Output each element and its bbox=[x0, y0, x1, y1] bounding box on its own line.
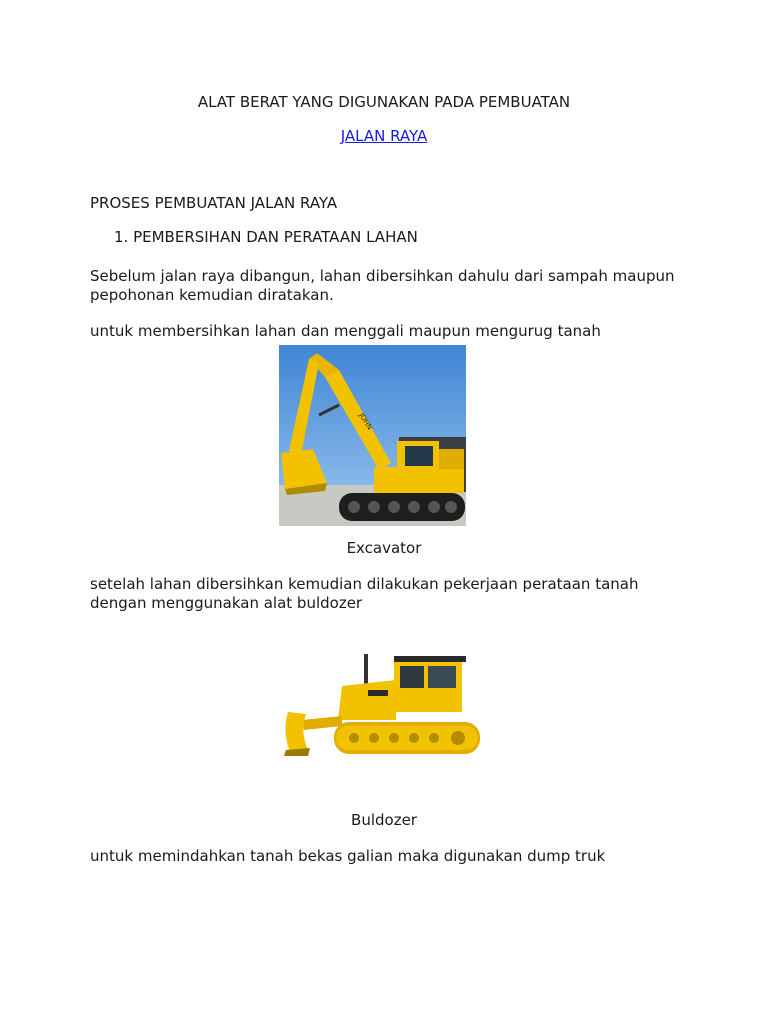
svg-text:JOHN: JOHN bbox=[357, 411, 374, 432]
excavator-illustration-icon bbox=[279, 345, 466, 526]
list-item-heading: 1. PEMBERSIHAN DAN PERATAAN LAHAN bbox=[114, 228, 418, 246]
caption-excavator: Excavator bbox=[346, 539, 422, 557]
document-title: ALAT BERAT YANG DIGUNAKAN PADA PEMBUATAN bbox=[197, 93, 571, 111]
paragraph-dump-truck: untuk memindahkan tanah bekas galian maka digunakan dump truk bbox=[90, 847, 606, 865]
section-heading: PROSES PEMBUATAN JALAN RAYA bbox=[90, 194, 338, 212]
paragraph-buldozer-purpose: setelah lahan dibersihkan kemudian dilakukan pekerjaan perataan tanah dengan menggunakan alat buldozer bbox=[90, 575, 639, 612]
title-link-jalan-raya[interactable]: JALAN RAYA bbox=[340, 127, 428, 145]
buldozer-illustration-icon bbox=[278, 646, 483, 766]
buldozer-image bbox=[278, 646, 483, 766]
title-link-wrapper bbox=[0, 127, 768, 146]
paragraph-intro: Sebelum jalan raya dibangun, lahan dibersihkan dahulu dari sampah maupun pepohonan kemudian diratakan. bbox=[90, 267, 675, 304]
caption-buldozer: Buldozer bbox=[351, 811, 417, 829]
paragraph-excavator-purpose: untuk membersihkan lahan dan menggali maupun mengurug tanah bbox=[90, 322, 601, 340]
excavator-image bbox=[279, 345, 466, 526]
